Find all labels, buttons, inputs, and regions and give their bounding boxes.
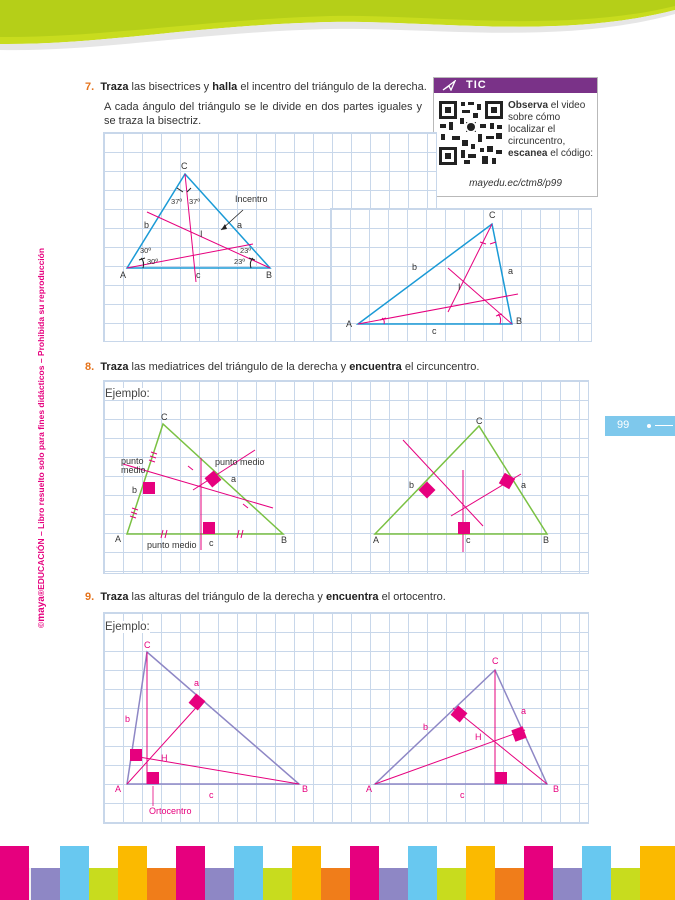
ex7-r-C: C [489, 210, 496, 220]
ex9-example-triangle [103, 612, 587, 822]
top-banner [0, 0, 675, 62]
ex8-r-A: A [373, 535, 380, 545]
ex8-r-b: b [409, 480, 415, 490]
tic-box [433, 77, 598, 197]
ex9-l-c: c [209, 790, 214, 800]
ex8-r-a: a [521, 480, 527, 490]
ex8-ejemplo-label: Ejemplo: [105, 388, 150, 400]
ex7-l-I: I [200, 229, 203, 239]
ex8-l-B: B [281, 535, 288, 545]
ex7-l-A: A [120, 270, 127, 280]
ex8-l-a: a [231, 474, 237, 484]
ex7-r-a: a [508, 266, 514, 276]
tic-url-link[interactable]: mayedu.ec/ctm8/p99 [469, 178, 562, 189]
ex9-l-B: B [302, 784, 309, 794]
ex9-l-A: A [115, 784, 122, 794]
ex8-r-c: c [466, 535, 471, 545]
ex9-l-C: C [144, 640, 151, 650]
ex9-r-c: c [460, 790, 465, 800]
ex9-l-ortocentro: Ortocentro [149, 806, 192, 816]
ex7-l-angle-b1: 23º [240, 246, 252, 255]
ex8-r-C: C [476, 416, 483, 426]
ex8-l-C: C [161, 412, 168, 422]
ex7-l-c: c [196, 270, 201, 280]
ex7-r-b: b [412, 262, 418, 272]
ex7-answer-triangle [330, 208, 590, 340]
ex9-l-a: a [194, 678, 200, 688]
ex9-r-b: b [423, 722, 429, 732]
ex7-l-angle-b2: 23º [234, 257, 246, 266]
ex8-l-pm1b: medio [121, 465, 146, 475]
ex7-l-a: a [237, 220, 243, 230]
ex7-l-C: C [181, 161, 188, 171]
ex7-l-angle-c1: 37º [171, 197, 183, 206]
ex9-r-A: A [366, 784, 373, 794]
ex7-r-I: I [458, 282, 461, 292]
ex7-l-B: B [266, 270, 273, 280]
ex8-l-c: c [209, 538, 214, 548]
ex7-example-triangle [103, 132, 303, 292]
ex7-l-angle-a1: 30º [140, 246, 152, 255]
ex9-ejemplo-label: Ejemplo: [105, 621, 150, 633]
ex7-l-angle-a2: 30º [147, 257, 159, 266]
page-number-tab [605, 416, 675, 436]
ex9-r-C: C [492, 656, 499, 666]
ex7-l-b: b [144, 220, 150, 230]
ex9-instruction: 9. Traza las alturas del triángulo de la derecha y encuentra el ortocentro. [85, 591, 446, 603]
page-number: 99 [617, 419, 630, 431]
tic-header [434, 78, 597, 93]
bottom-stripes [0, 846, 675, 900]
ex8-instruction: 8. Traza las mediatrices del triángulo de la derecha y encuentra el circuncentro. [85, 361, 480, 373]
ex8-l-pm3: punto medio [147, 540, 197, 550]
ex8-r-B: B [543, 535, 550, 545]
tic-text: Observa el video sobre cómo localizar el circuncentro, escanea el código: [508, 100, 594, 159]
ex7-r-c: c [432, 326, 437, 336]
ex9-l-b: b [125, 714, 131, 724]
ex7-r-B: B [516, 316, 523, 326]
brand-logo-text: maya [36, 596, 47, 622]
ex8-l-pm1a: punto [121, 456, 144, 466]
ex8-l-b: b [132, 485, 138, 495]
ex9-r-a: a [521, 706, 527, 716]
ex9-r-H: H [475, 732, 482, 742]
side-copyright: ©maya®EDUCACIÓN – Libro resuelto solo para fines didácticos – Prohibida su reproducción [36, 247, 47, 628]
ex7-l-incentro: Incentro [235, 194, 268, 204]
ex9-l-H: H [161, 753, 168, 763]
qr-code-icon[interactable] [438, 100, 504, 166]
ex8-l-A: A [115, 534, 122, 544]
ex8-example-triangle [103, 380, 587, 572]
ex8-l-pm2: punto medio [215, 457, 265, 467]
ex7-paragraph: A cada ángulo del triángulo se le divide en dos partes iguales y se traza la bisectriz. [104, 101, 422, 127]
ex9-r-B: B [553, 784, 560, 794]
send-icon [442, 80, 456, 91]
ex7-l-angle-c2: 37º [189, 197, 201, 206]
ex7-r-A: A [346, 319, 353, 329]
tic-title: TIC [466, 79, 487, 91]
ex7-instruction: 7. Traza las bisectrices y halla el incentro del triángulo de la derecha. [85, 81, 427, 93]
